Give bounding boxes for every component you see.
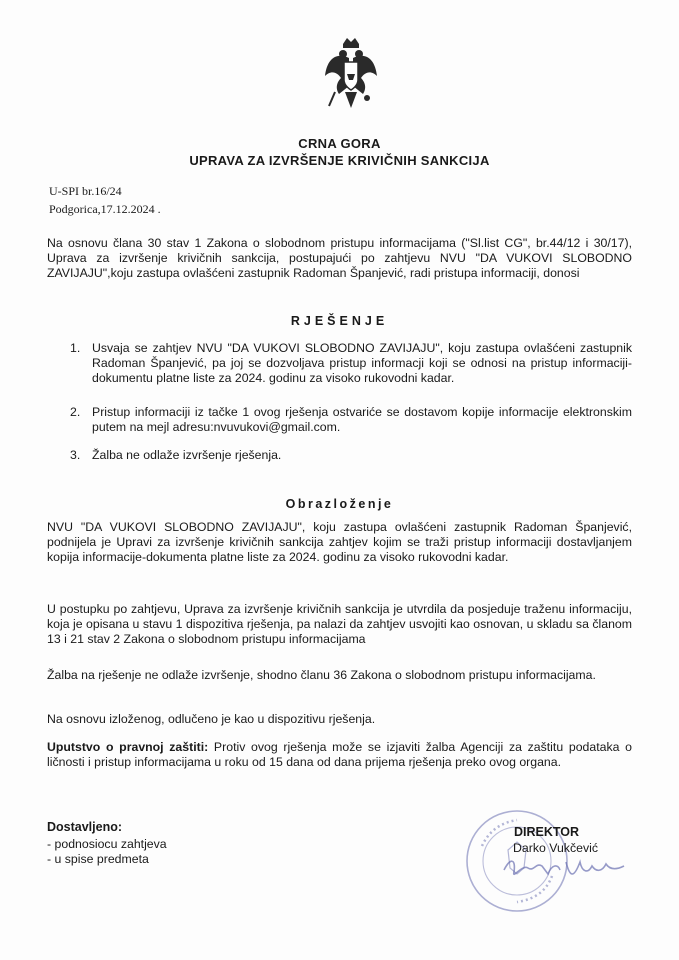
decision-item-number: 2. — [70, 405, 81, 419]
delivered-item: - u spise predmeta — [47, 852, 149, 866]
decision-item-number: 1. — [70, 341, 81, 355]
authority-title: UPRAVA ZA IZVRŠENJE KRIVIČNIH SANKCIJA — [189, 153, 490, 168]
reasoning-paragraph: NVU "DA VUKOVI SLOBODNO ZAVIJAJU", koju zastupa ovlašćeni zastupnik Radoman Španjević, podnijela je Upravi za izvršenje krivičnih sankcija zahtjev kojim se traži pristup informaciji dostavljanjem kopija informacije-dokumenta platne liste za 2024. godinu za visoko rukovodni kadar. — [47, 520, 632, 565]
reasoning-paragraph: Na osnovu izloženog, odlučeno je kao u dispozitivu rješenja. — [47, 712, 376, 726]
country-title: CRNA GORA — [298, 136, 381, 151]
signature-icon — [500, 852, 628, 882]
decision-heading: RJEŠENJE — [290, 314, 389, 328]
legal-remedy-text: Protiv ovog rješenja može se izjaviti žalba Agenciji za zaštitu podataka o ličnosti i pristup informacijama u roku od 15 dana od dana prijema rješenja preko ovog organa. — [47, 740, 632, 770]
decision-item-number: 3. — [70, 448, 81, 462]
legal-remedy-paragraph — [47, 740, 632, 770]
reasoning-paragraph: Žalba na rješenje ne odlaže izvršenje, shodno članu 36 Zakona o slobodnom pristupu informacijama. — [47, 668, 596, 682]
signatory-title: DIREKTOR — [514, 825, 580, 839]
reasoning-paragraph: U postupku po zahtjevu, Uprava za izvršenje krivičnih sankcija je utvrdila da posjeduje traženu informaciju, koja je opisana u stavu 1 dispozitiva rješenja, pa nalazi da zahtjev usvojiti kao osnovan, u skladu sa članom 13 i 21 stav 2 Zakona o slobodnom pristupu informacijama — [47, 602, 632, 647]
signatory-name: Darko Vukčević — [513, 841, 598, 855]
decision-item-text: Žalba ne odlaže izvršenje rješenja. — [92, 448, 282, 462]
intro-paragraph: Na osnovu člana 30 stav 1 Zakona o slobodnom pristupu informacijama ("Sl.list CG", br.44/12 i 30/17), Uprava za izvršenje krivičnih sankcija, postupajući po zahtjevu NVU "DA VUKOVI SLOBODNO ZAVIJAJU",koju zastupa ovlašćeni zastupnik Radoman Španjević, radi pristupa informaciji, donosi — [47, 236, 632, 281]
delivered-item: - podnosiocu zahtjeva — [47, 837, 167, 851]
legal-remedy-label: Uputstvo o pravnoj zaštiti: — [47, 740, 209, 754]
delivered-title: Dostavljeno: — [47, 820, 123, 834]
reasoning-heading: Obrazloženje — [285, 497, 394, 511]
decision-item-text: Pristup informaciji iz tačke 1 ovog rješenja ostvariće se dostavom kopije informacije elektronskim putem na mejl adresu:nvuvukovi@gmail.com. — [92, 405, 632, 435]
place-date: Podgorica,17.12.2024 . — [49, 202, 161, 216]
decision-item-text: Usvaja se zahtjev NVU "DA VUKOVI SLOBODNO ZAVIJAJU", koju zastupa ovlašćeni zastupnik Radoman Španjević, pa joj se dozvoljava pristup informacji koji se odnosi na pristup informaciji-dokumentu platne liste za 2024. godinu za visoko rukovodni kadar. — [92, 341, 632, 386]
reference-number: U-SPI br.16/24 — [49, 184, 122, 198]
coat-of-arms-icon — [323, 36, 379, 114]
